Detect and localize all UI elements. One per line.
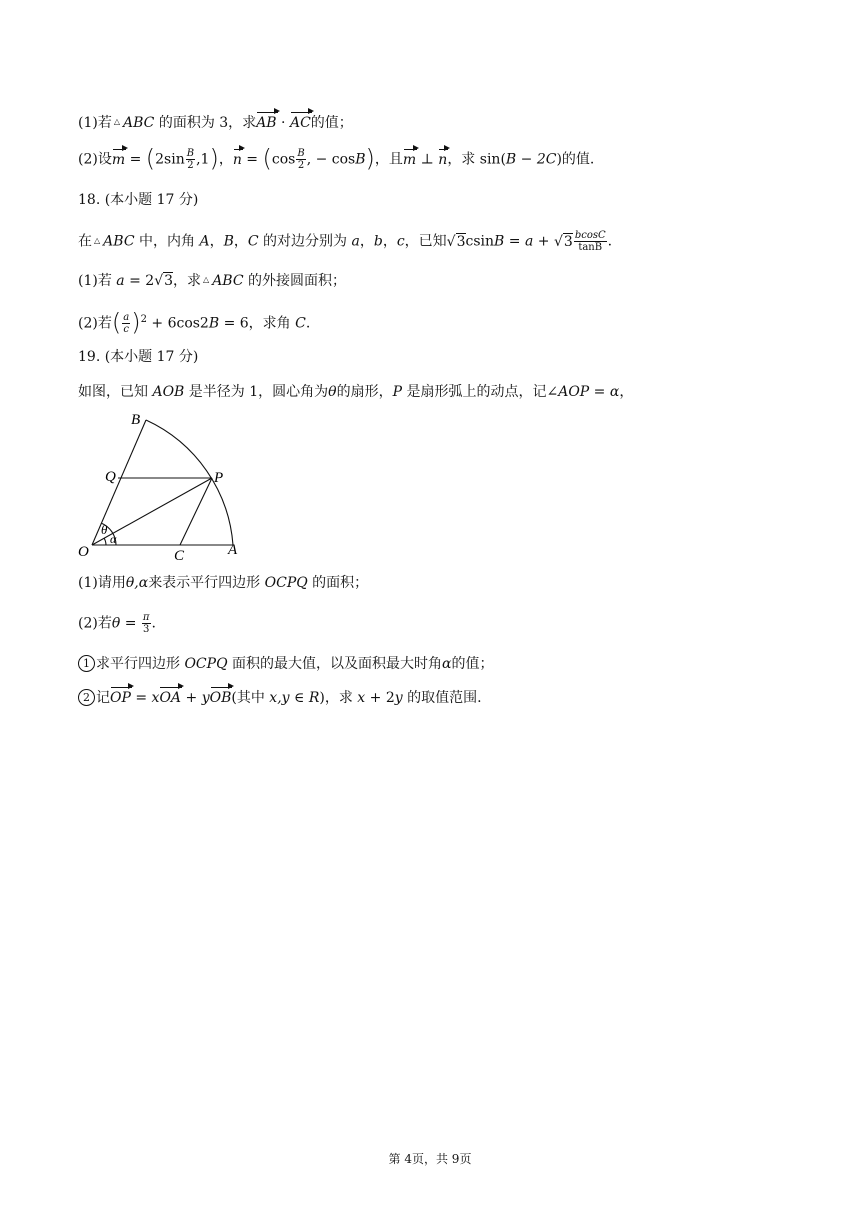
text: )的值. [556, 151, 595, 168]
text: = [241, 151, 263, 168]
vector-n: n [438, 151, 448, 168]
math-var: θ [328, 384, 337, 400]
text: ， [619, 384, 634, 400]
math-var: θ [111, 615, 121, 632]
math-var: AOP [558, 384, 590, 400]
text: 面积的最大值，以及面积最大时角 [227, 656, 442, 672]
text: ， [209, 233, 224, 250]
frac-num: π [142, 612, 150, 623]
math-var: a [524, 233, 534, 250]
left-paren: ( [262, 144, 272, 173]
sqrt: √3 [446, 233, 466, 250]
text: 的扇形， [336, 384, 393, 400]
vector-op: OP [110, 690, 131, 706]
fraction [186, 148, 195, 171]
text: cos [271, 151, 296, 168]
q19-sub1 [78, 654, 493, 674]
text: (1)请用 [78, 575, 126, 591]
text: ， [359, 233, 374, 250]
text: 中，内角 [134, 233, 200, 250]
math-var: a [116, 273, 125, 289]
frac-num: a [123, 312, 130, 324]
frac-den: 2 [297, 160, 305, 171]
sqrt: √3 [154, 273, 174, 289]
text: 2sin [155, 151, 185, 168]
circled-number: 2 [78, 689, 95, 706]
text: )，求 [319, 690, 358, 706]
text: 的对边分别为 [258, 233, 352, 250]
q19-part2 [78, 612, 156, 635]
math-var: R [308, 690, 320, 706]
math-var: a [351, 233, 360, 250]
q17-part1 [78, 112, 353, 133]
text: = [504, 233, 525, 250]
text: 的面积为 3，求 [154, 115, 257, 131]
text: 记 [96, 690, 110, 706]
vector-m: m [402, 151, 417, 168]
text: + 6cos2 [146, 315, 209, 332]
text: (2)设 [78, 151, 112, 168]
text: 是扇形弧上的动点，记∠ [402, 384, 559, 400]
label-b: B [131, 412, 141, 428]
math-var: OCPQ [264, 575, 308, 591]
text: 的值； [310, 115, 353, 131]
frac-num: B [297, 148, 305, 159]
math-var: θ,α [125, 575, 149, 591]
radicand: 3 [456, 233, 466, 250]
left-paren: ( [145, 144, 156, 173]
vector-m: m [111, 151, 126, 168]
math-var: B [223, 233, 234, 250]
text: 是半径为 1，圆心角为 [184, 384, 329, 400]
text: . [607, 233, 613, 250]
q18-part1 [78, 270, 346, 291]
math-var: ABC [123, 115, 155, 131]
text: ,1 [196, 151, 210, 168]
math-expr: B − 2C [505, 151, 557, 168]
math-var: B [355, 151, 366, 168]
fraction [122, 312, 130, 335]
label-theta: θ [101, 522, 108, 537]
dot-product: · [276, 115, 290, 131]
label-p: P [214, 470, 224, 486]
text: = [130, 690, 152, 706]
math-var: y [394, 690, 403, 706]
text: 在 [78, 233, 92, 250]
q18-stem [78, 230, 612, 253]
radicand: 3 [164, 273, 174, 289]
label-c: C [174, 548, 185, 560]
label-q: Q [105, 469, 116, 485]
text: ，求 [173, 273, 202, 289]
math-var: A [199, 233, 210, 250]
text: (1)若 [78, 273, 117, 289]
frac-den: 3 [143, 624, 150, 635]
text: (2)若 [78, 315, 112, 332]
text: 来表示平行四边形 [148, 575, 265, 591]
frac-den: c [123, 324, 129, 336]
text: 的取值范围. [402, 690, 482, 706]
right-paren: ) [365, 144, 375, 173]
math-var: α [442, 656, 452, 672]
text: = 6，求角 [219, 315, 296, 332]
math-var: x,y [269, 690, 290, 706]
page-footer: 第 4页，共 9页 [388, 1152, 472, 1166]
math-var: C [247, 233, 259, 250]
text: 的值； [451, 656, 494, 672]
triangle-symbol: △ [113, 117, 120, 126]
left-paren: ( [111, 308, 122, 337]
text: + 2 [365, 690, 395, 706]
fraction [574, 230, 607, 253]
text: = [120, 615, 141, 632]
radicand: 3 [563, 233, 573, 250]
math-var: C [295, 315, 306, 332]
triangle-symbol: △ [203, 275, 210, 284]
text: 的外接圆面积； [243, 273, 347, 289]
math-var: B [208, 315, 220, 332]
text: (1)若 [78, 115, 112, 131]
text: ∈ [289, 690, 309, 706]
right-paren: ) [209, 144, 219, 173]
q18-header: 18. (本小题 17 分) [78, 192, 199, 208]
text: = [589, 384, 610, 400]
math-var: B [494, 233, 505, 250]
text: 的面积； [307, 575, 369, 591]
vector-ob: OB [209, 690, 232, 706]
triangle-symbol: △ [94, 235, 101, 245]
text: , − cos [306, 151, 356, 168]
text: ， [233, 233, 248, 250]
circled-number: 1 [78, 655, 95, 672]
fraction [296, 148, 305, 171]
text: . [305, 315, 311, 332]
text: (其中 [231, 690, 270, 706]
text: ，且 [374, 151, 403, 168]
math-var: x [151, 690, 160, 706]
math-var: OCPQ [184, 656, 228, 672]
label-a: A [228, 542, 238, 558]
q18-part2 [78, 310, 310, 335]
math-var: ABC [103, 233, 135, 250]
text: . [151, 615, 156, 632]
exponent: 2 [140, 314, 147, 325]
text: + [181, 690, 202, 706]
q19-sub2 [78, 688, 482, 708]
q17-part2 [78, 144, 595, 173]
text: ， [218, 151, 233, 168]
frac-den: tanB [578, 242, 603, 253]
math-var: b [373, 233, 383, 250]
text: 如图，已知 [78, 384, 153, 400]
sector-diagram [76, 408, 246, 560]
text: ，求 sin( [447, 151, 506, 168]
text: = 2 [124, 273, 155, 289]
text: + [533, 233, 554, 250]
frac-num: bcosC [574, 230, 606, 241]
vector-ac: AC [289, 115, 311, 131]
right-paren: ) [131, 308, 141, 337]
math-var: α [609, 384, 620, 400]
text: 求平行四边形 [96, 656, 185, 672]
q19-header: 19. (本小题 17 分) [78, 349, 199, 365]
math-var: P [392, 384, 403, 400]
text: (2)若 [78, 615, 112, 632]
text: ，已知 [404, 233, 447, 250]
math-var: ABC [212, 273, 244, 289]
q19-part1 [78, 573, 368, 593]
math-var: c [396, 233, 405, 250]
fraction [142, 612, 151, 635]
segment-pc [180, 478, 212, 545]
vector-ab: AB [256, 115, 277, 131]
angle-alpha-arc [104, 538, 106, 545]
text: csin [465, 233, 495, 250]
q19-stem [78, 382, 633, 402]
math-var: y [201, 690, 210, 706]
math-var: x [357, 690, 366, 706]
math-var: AOB [152, 384, 185, 400]
vector-n: n [232, 151, 242, 168]
frac-den: 2 [187, 160, 194, 171]
vector-oa: OA [159, 690, 182, 706]
frac-num: B [186, 148, 195, 159]
label-o: O [78, 544, 89, 560]
sqrt: √3 [553, 233, 573, 250]
perp-symbol: ⊥ [416, 151, 439, 168]
text: ， [382, 233, 397, 250]
text: = [125, 151, 146, 168]
label-alpha: α [110, 532, 117, 546]
